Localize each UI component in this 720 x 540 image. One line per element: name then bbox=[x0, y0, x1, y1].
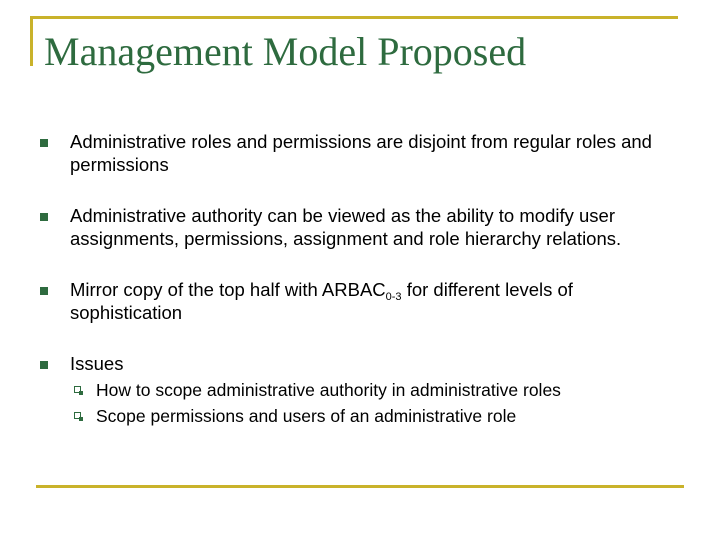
bullet-text-before: Mirror copy of the top half with ARBAC bbox=[70, 279, 386, 300]
hollow-square-bullet-icon bbox=[74, 412, 81, 419]
bullet-text: Administrative authority can be viewed as the ability to modify user assignments, permissions, assignment and role hierarchy relations. bbox=[70, 205, 622, 249]
bullet-text: Issues bbox=[70, 353, 124, 374]
bullet-text-after: for different levels of sophistication bbox=[70, 279, 573, 323]
left-accent-line bbox=[30, 16, 33, 66]
sub-bullet-text: Scope permissions and users of an administrative role bbox=[96, 406, 517, 426]
hollow-square-bullet-icon bbox=[74, 386, 81, 393]
bullet-list bbox=[40, 130, 680, 429]
square-bullet-icon bbox=[40, 139, 48, 147]
bullet-subscript: 0-3 bbox=[385, 291, 402, 303]
square-bullet-icon bbox=[40, 213, 48, 221]
sub-bullet-text: How to scope administrative authority in administrative roles bbox=[96, 380, 561, 400]
bullet-text: Administrative roles and permissions are disjoint from regular roles and permissions bbox=[70, 131, 652, 175]
top-accent-line bbox=[30, 16, 678, 19]
sub-bullet-item bbox=[70, 403, 680, 429]
bullet-item bbox=[40, 130, 680, 176]
sub-bullet-list bbox=[70, 377, 680, 429]
square-bullet-icon bbox=[40, 287, 48, 295]
slide-title: Management Model Proposed bbox=[44, 29, 527, 74]
square-bullet-icon bbox=[40, 361, 48, 369]
sub-bullet-item bbox=[70, 377, 680, 403]
bottom-accent-line bbox=[36, 485, 684, 488]
bullet-item bbox=[40, 278, 680, 324]
bullet-item bbox=[40, 352, 680, 429]
bullet-item bbox=[40, 204, 680, 250]
